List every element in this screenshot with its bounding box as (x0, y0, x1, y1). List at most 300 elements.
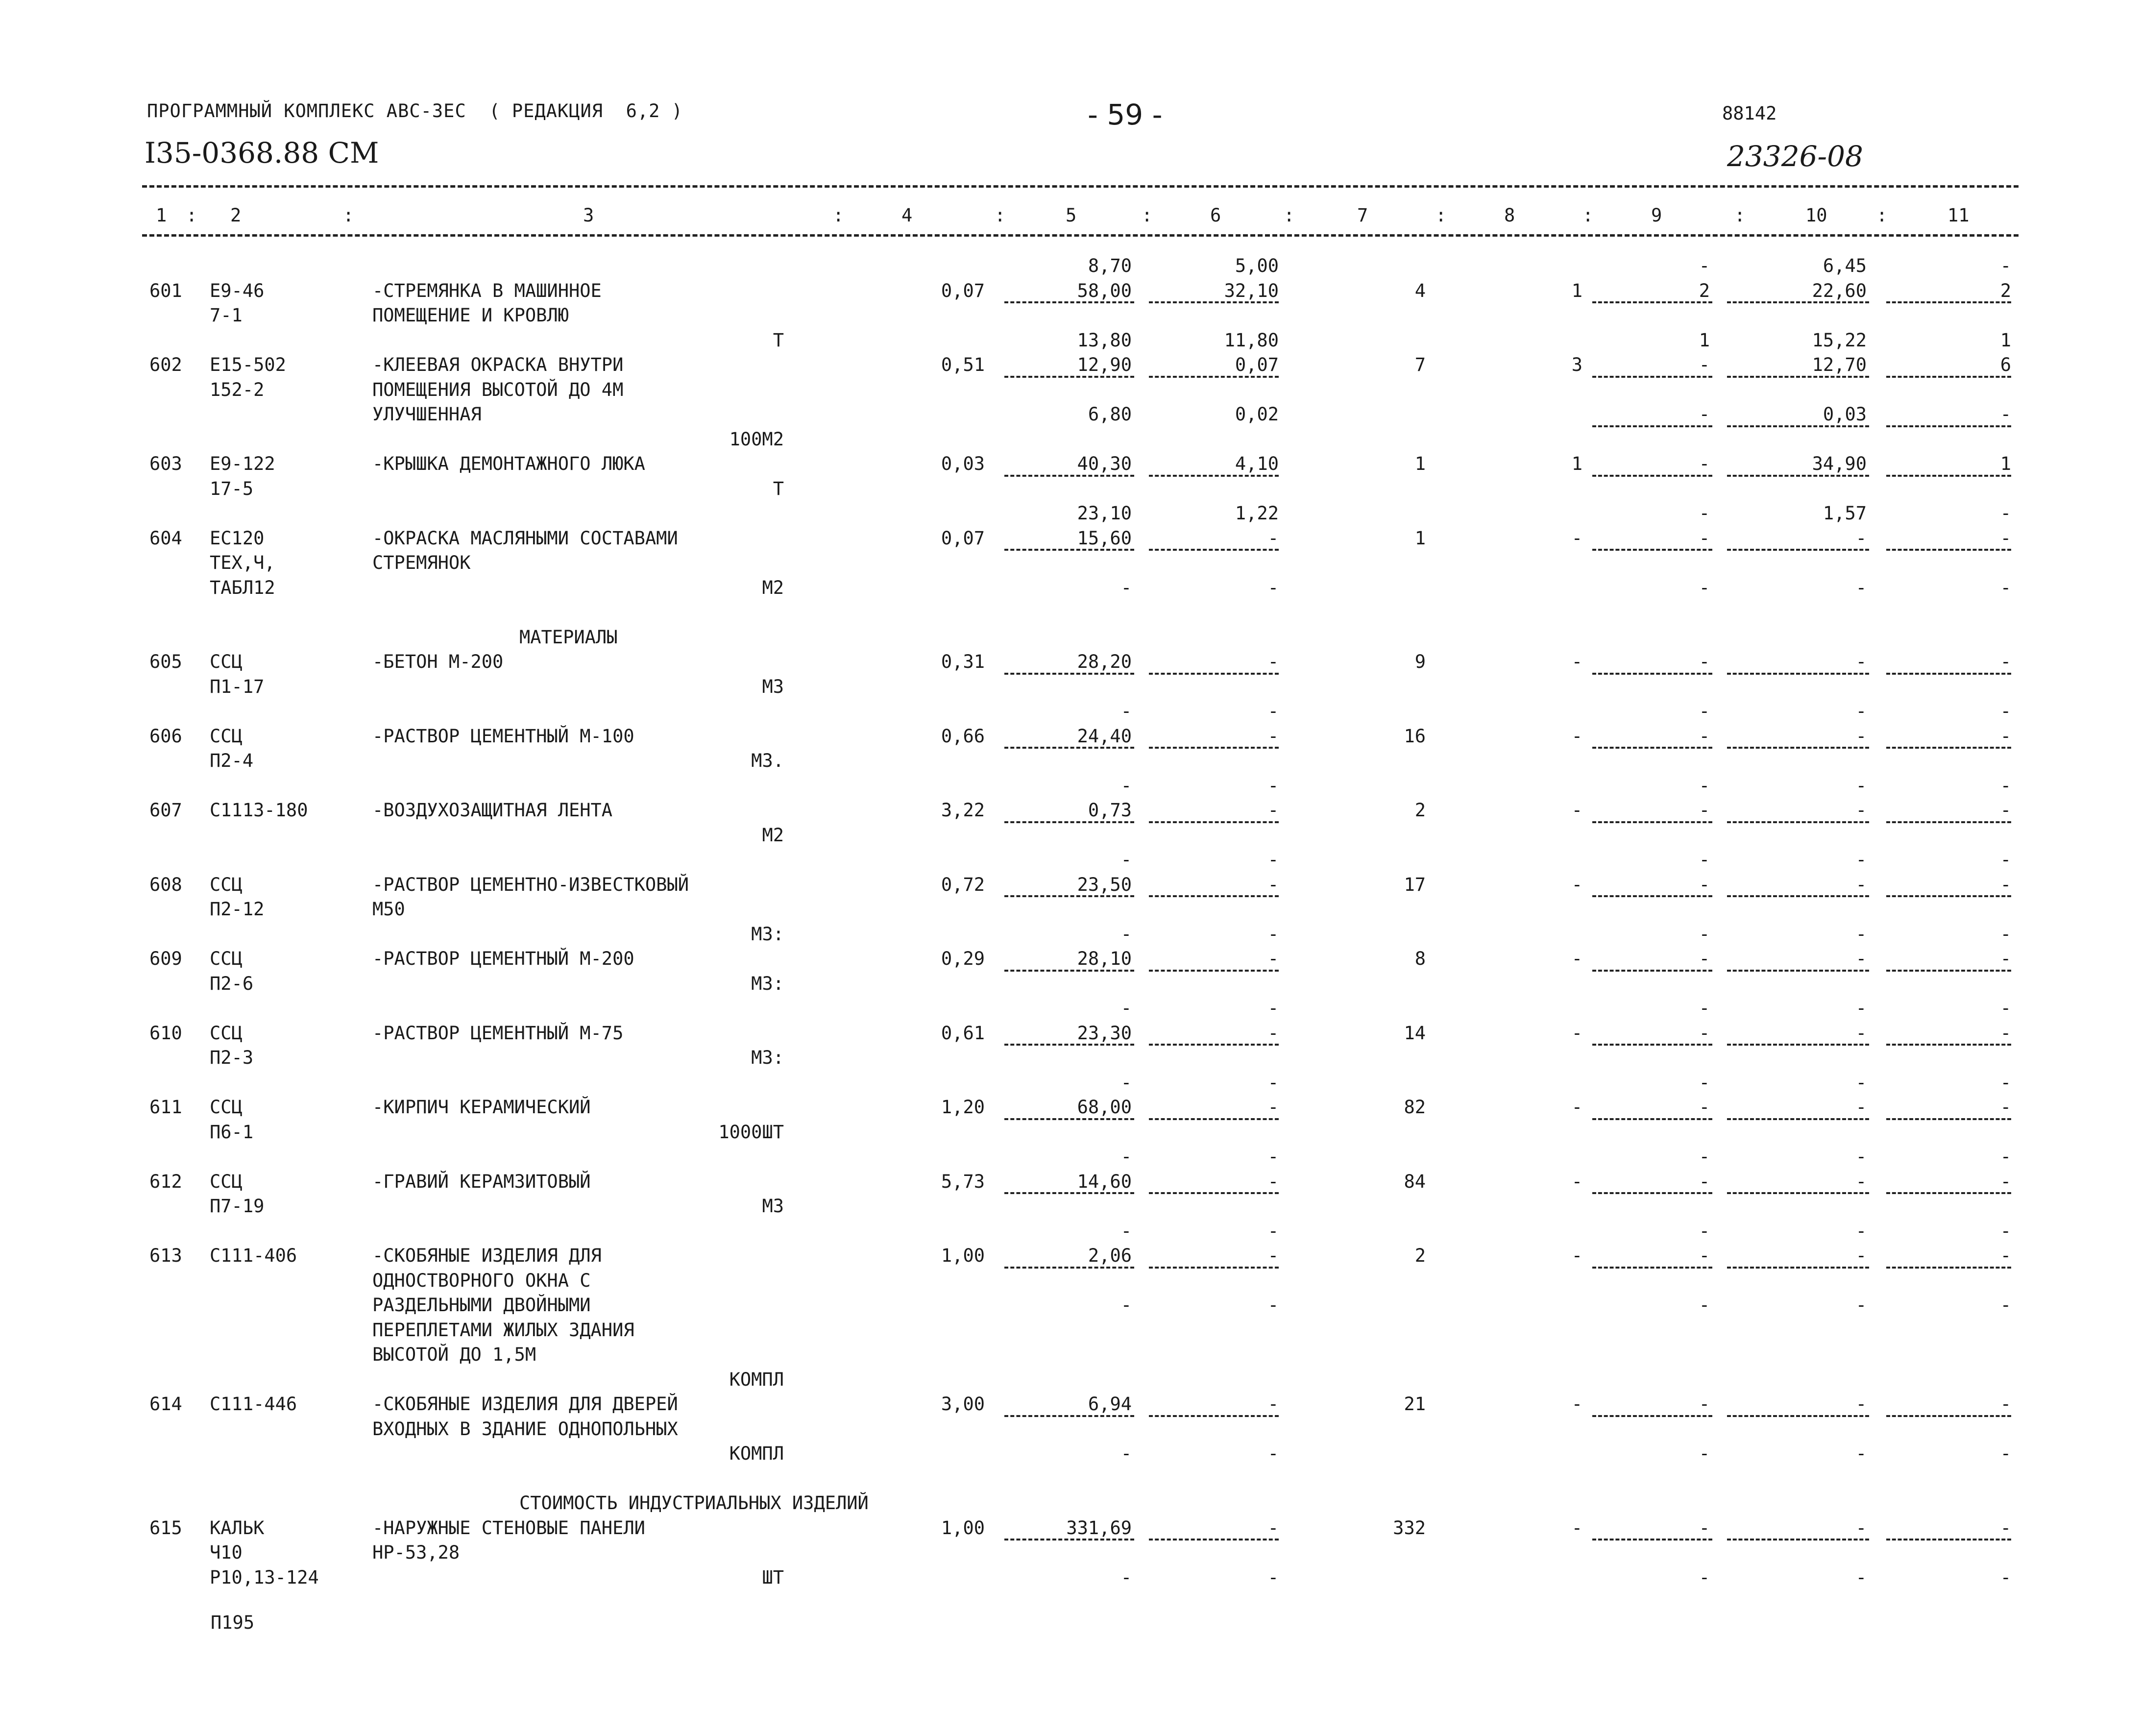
cell-col-1: 606 (149, 725, 182, 747)
cell-col-6: - (1267, 1171, 1279, 1192)
cell-col-4: 0,07 (941, 280, 985, 301)
cell-col-10: 0,03 (1823, 404, 1867, 425)
column-header-6: 6 (1210, 205, 1221, 226)
cell-col-3: -БЕТОН М-200 (372, 651, 504, 672)
cell-col-5: 13,80 (1077, 329, 1132, 351)
subtotal-rule (1149, 895, 1279, 897)
cell-col-5: 15,60 (1077, 527, 1132, 549)
cell-col-11: 1 (2000, 453, 2011, 474)
cell-col-1: 610 (149, 1022, 182, 1044)
cell-col-3: -СТРЕМЯНКА В МАШИННОЕ (372, 280, 602, 301)
subtotal-rule (1592, 475, 1712, 477)
cell-col-9: - (1699, 1097, 1710, 1118)
cell-col-9: - (1699, 874, 1710, 895)
cell-col-6: - (1267, 1566, 1279, 1588)
cell-col-3: ВЫСОТОЙ ДО 1,5М (372, 1344, 536, 1365)
unit-label: 100М2 (729, 428, 784, 450)
top-rule (142, 185, 2019, 188)
cell-col-6: 5,00 (1235, 255, 1279, 276)
unit-label: 1000ШТ (718, 1121, 784, 1143)
cell-col-6: - (1267, 775, 1279, 796)
cell-col-9: - (1699, 527, 1710, 549)
cell-col-11: - (2000, 923, 2011, 945)
column-separator: : (1435, 205, 1447, 226)
cell-col-3: ПОМЕЩЕНИЯ ВЫСОТОЙ ДО 4М (372, 379, 624, 400)
subtotal-rule (1149, 301, 1279, 303)
cell-col-11: - (2000, 1394, 2011, 1415)
subtotal-rule (1727, 1267, 1869, 1269)
subtotal-rule (1727, 475, 1869, 477)
cell-col-9: - (1699, 1220, 1710, 1242)
cell-col-6: - (1267, 1146, 1279, 1167)
column-header-5: 5 (1066, 205, 1077, 226)
cell-col-1: 613 (149, 1245, 182, 1266)
cell-col-11: - (2000, 1566, 2011, 1588)
cell-col-1: 609 (149, 948, 182, 969)
cell-col-2: Е9-46 (210, 280, 265, 301)
subtotal-rule (1149, 970, 1279, 972)
cell-col-6: 11,80 (1224, 329, 1279, 351)
cell-col-7: 16 (1404, 725, 1426, 747)
subtotal-rule (1004, 1192, 1134, 1194)
cell-col-3: РАЗДЕЛЬНЫМИ ДВОЙНЫМИ (372, 1295, 591, 1316)
unit-label: М3. (751, 750, 784, 771)
cell-col-10: 15,22 (1812, 329, 1867, 351)
cell-col-9: - (1699, 701, 1710, 722)
cell-col-2: ССЦ (210, 1097, 243, 1118)
column-header-4: 4 (901, 205, 913, 226)
subtotal-rule (1727, 549, 1869, 551)
cell-col-9: - (1699, 354, 1710, 375)
subtotal-rule (1592, 1267, 1712, 1269)
cell-col-9: - (1699, 404, 1710, 425)
cell-col-5: - (1120, 577, 1132, 598)
column-header-rule (142, 234, 2019, 237)
unit-label: Т (773, 329, 784, 351)
subtotal-rule (1727, 376, 1869, 378)
header-doc-code: I35-0368.88 СМ (145, 136, 379, 170)
cell-col-2: 7-1 (210, 305, 243, 326)
cell-col-6: - (1267, 527, 1279, 549)
cell-col-10: - (1855, 1443, 1867, 1464)
subtotal-rule (1886, 1267, 2011, 1269)
cell-col-11: - (2000, 948, 2011, 969)
cell-col-5: - (1120, 701, 1132, 722)
cell-col-9: - (1699, 1171, 1710, 1192)
cell-col-1: 601 (149, 280, 182, 301)
cell-col-11: - (2000, 577, 2011, 598)
cell-col-2: Е15-502 (210, 354, 286, 375)
cell-col-9: - (1699, 923, 1710, 945)
cell-col-9: - (1699, 1022, 1710, 1044)
cell-col-7: 17 (1404, 874, 1426, 895)
cell-col-10: - (1855, 527, 1867, 549)
cell-col-11: - (2000, 527, 2011, 549)
cell-col-6: - (1267, 874, 1279, 895)
subtotal-rule (1592, 895, 1712, 897)
cell-col-5: 14,60 (1077, 1171, 1132, 1192)
cell-col-11: - (2000, 1146, 2011, 1167)
cell-col-5: 24,40 (1077, 725, 1132, 747)
cell-col-1: 605 (149, 651, 182, 672)
column-separator: : (1142, 205, 1153, 226)
subtotal-rule (1149, 1267, 1279, 1269)
cell-col-9: - (1699, 1146, 1710, 1167)
subtotal-rule (1592, 1415, 1712, 1417)
subtotal-rule (1727, 425, 1869, 427)
subtotal-rule (1004, 1267, 1134, 1269)
cell-col-2: П2-3 (210, 1047, 254, 1068)
subtotal-rule (1592, 376, 1712, 378)
cell-col-3: ПЕРЕПЛЕТАМИ ЖИЛЫХ ЗДАНИЯ (372, 1319, 634, 1341)
cell-col-6: - (1267, 1517, 1279, 1539)
column-separator: : (1582, 205, 1594, 226)
subtotal-rule (1886, 376, 2011, 378)
subtotal-rule (1727, 1118, 1869, 1120)
unit-label: М3 (762, 676, 784, 697)
unit-label: М3 (762, 1196, 784, 1217)
cell-col-11: - (2000, 1245, 2011, 1266)
cell-col-8: 1 (1571, 453, 1582, 474)
cell-col-7: 82 (1404, 1097, 1426, 1118)
cell-col-3: -РАСТВОР ЦЕМЕНТНЫЙ М-75 (372, 1022, 624, 1044)
cell-col-6: 1,22 (1235, 503, 1279, 524)
cell-col-8: - (1571, 1022, 1582, 1044)
cell-col-8: - (1571, 527, 1582, 549)
subtotal-rule (1727, 747, 1869, 749)
cell-col-4: 5,73 (941, 1171, 985, 1192)
cell-col-10: - (1855, 1295, 1867, 1316)
column-header-2: 2 (230, 205, 242, 226)
cell-col-2: ЕС120 (210, 527, 265, 549)
cell-col-9: - (1699, 775, 1710, 796)
cell-col-3: -СКОБЯНЫЕ ИЗДЕЛИЯ ДЛЯ ДВЕРЕЙ (372, 1394, 678, 1415)
cell-col-7: 2 (1414, 1245, 1426, 1266)
cell-col-6: - (1267, 849, 1279, 870)
cell-col-9: - (1699, 1566, 1710, 1588)
cell-col-2: П6-1 (210, 1121, 254, 1143)
cell-col-8: - (1571, 800, 1582, 821)
subtotal-rule (1004, 1415, 1134, 1417)
subtotal-rule (1592, 1044, 1712, 1046)
column-header-9: 9 (1651, 205, 1662, 226)
subtotal-rule (1149, 1192, 1279, 1194)
subtotal-rule (1592, 1118, 1712, 1120)
subtotal-rule (1149, 376, 1279, 378)
cell-col-3: -ОКРАСКА МАСЛЯНЫМИ СОСТАВАМИ (372, 527, 678, 549)
subtotal-rule (1149, 673, 1279, 675)
subtotal-rule (1592, 301, 1712, 303)
cell-col-2: С111-446 (210, 1394, 297, 1415)
cell-col-2: П2-12 (210, 899, 265, 920)
cell-col-10: - (1855, 1394, 1867, 1415)
cell-col-2: ТАБЛ12 (210, 577, 275, 598)
section-heading: МАТЕРИАЛЫ (519, 626, 618, 648)
cell-col-5: 68,00 (1077, 1097, 1132, 1118)
cell-col-10: - (1855, 998, 1867, 1019)
cell-col-10: - (1855, 1566, 1867, 1588)
cell-col-5: - (1120, 1566, 1132, 1588)
subtotal-rule (1592, 747, 1712, 749)
subtotal-rule (1727, 1539, 1869, 1540)
cell-col-9: - (1699, 651, 1710, 672)
cell-col-7: 14 (1404, 1022, 1426, 1044)
subtotal-rule (1592, 1192, 1712, 1194)
cell-col-9: 1 (1699, 329, 1710, 351)
cell-col-6: - (1267, 948, 1279, 969)
subtotal-rule (1149, 747, 1279, 749)
cell-col-9: - (1699, 1072, 1710, 1093)
column-separator: : (1734, 205, 1746, 226)
subtotal-rule (1886, 1415, 2011, 1417)
cell-col-3: ПОМЕЩЕНИЕ И КРОВЛЮ (372, 305, 569, 326)
cell-col-1: 607 (149, 800, 182, 821)
cell-col-5: - (1120, 1295, 1132, 1316)
cell-col-10: - (1855, 1072, 1867, 1093)
cell-col-8: - (1571, 1245, 1582, 1266)
subtotal-rule (1886, 549, 2011, 551)
subtotal-rule (1149, 1044, 1279, 1046)
cell-col-8: - (1571, 948, 1582, 969)
cell-col-11: - (2000, 1171, 2011, 1192)
cell-col-11: 1 (2000, 329, 2011, 351)
subtotal-rule (1886, 425, 2011, 427)
cell-col-2: П2-6 (210, 973, 254, 994)
column-header-10: 10 (1805, 205, 1827, 226)
cell-col-9: - (1699, 503, 1710, 524)
footer-code: П195 (211, 1612, 255, 1633)
subtotal-rule (1004, 376, 1134, 378)
subtotal-rule (1727, 821, 1869, 823)
header-page-number: - 59 - (1088, 98, 1163, 131)
cell-col-10: 12,70 (1812, 354, 1867, 375)
cell-col-3: -РАСТВОР ЦЕМЕНТНО-ИЗВЕСТКОВЫЙ (372, 874, 689, 895)
subtotal-rule (1592, 425, 1712, 427)
cell-col-11: - (2000, 1097, 2011, 1118)
cell-col-3: ВХОДНЫХ В ЗДАНИЕ ОДНОПОЛЬНЫХ (372, 1418, 678, 1440)
cell-col-9: - (1699, 1443, 1710, 1464)
cell-col-11: - (2000, 1517, 2011, 1539)
cell-col-4: 0,31 (941, 651, 985, 672)
subtotal-rule (1149, 1415, 1279, 1417)
cell-col-5: - (1120, 923, 1132, 945)
cell-col-7: 2 (1414, 800, 1426, 821)
cell-col-3: НР-53,28 (372, 1542, 460, 1563)
section-heading: СТОИМОСТЬ ИНДУСТРИАЛЬНЫХ ИЗДЕЛИЙ (519, 1492, 869, 1514)
cell-col-6: - (1267, 651, 1279, 672)
cell-col-5: - (1120, 1146, 1132, 1167)
subtotal-rule (1727, 673, 1869, 675)
cell-col-2: С1113-180 (210, 800, 308, 821)
cell-col-8: - (1571, 1517, 1582, 1539)
cell-col-5: 0,73 (1088, 800, 1132, 821)
cell-col-4: 1,00 (941, 1517, 985, 1539)
subtotal-rule (1592, 821, 1712, 823)
cell-col-4: 0,72 (941, 874, 985, 895)
cell-col-8: - (1571, 725, 1582, 747)
cell-col-11: - (2000, 651, 2011, 672)
subtotal-rule (1886, 301, 2011, 303)
cell-col-8: - (1571, 1171, 1582, 1192)
cell-col-6: - (1267, 725, 1279, 747)
cell-col-9: - (1699, 1517, 1710, 1539)
cell-col-9: - (1699, 725, 1710, 747)
cell-col-2: КАЛЬК (210, 1517, 265, 1539)
cell-col-10: - (1855, 1146, 1867, 1167)
subtotal-rule (1727, 895, 1869, 897)
cell-col-2: ССЦ (210, 1022, 243, 1044)
cell-col-9: - (1699, 577, 1710, 598)
cell-col-11: - (2000, 1295, 2011, 1316)
cell-col-10: - (1855, 948, 1867, 969)
column-separator: : (833, 205, 844, 226)
cell-col-2: ССЦ (210, 651, 243, 672)
cell-col-9: - (1699, 1295, 1710, 1316)
cell-col-5: 23,30 (1077, 1022, 1132, 1044)
subtotal-rule (1886, 747, 2011, 749)
subtotal-rule (1004, 673, 1134, 675)
cell-col-5: 58,00 (1077, 280, 1132, 301)
subtotal-rule (1727, 1415, 1869, 1417)
cell-col-2: ССЦ (210, 725, 243, 747)
cell-col-11: - (2000, 1220, 2011, 1242)
cell-col-3: ОДНОСТВОРНОГО ОКНА С (372, 1270, 591, 1291)
cell-col-7: 7 (1414, 354, 1426, 375)
cell-col-5: - (1120, 1220, 1132, 1242)
cell-col-10: - (1855, 800, 1867, 821)
cell-col-6: - (1267, 1097, 1279, 1118)
cell-col-3: -КИРПИЧ КЕРАМИЧЕСКИЙ (372, 1097, 591, 1118)
cell-col-11: - (2000, 255, 2011, 276)
cell-col-10: 22,60 (1812, 280, 1867, 301)
subtotal-rule (1149, 549, 1279, 551)
cell-col-6: - (1267, 1220, 1279, 1242)
cell-col-11: - (2000, 998, 2011, 1019)
cell-col-6: - (1267, 998, 1279, 1019)
cell-col-3: СТРЕМЯНОК (372, 552, 471, 573)
cell-col-10: - (1855, 874, 1867, 895)
subtotal-rule (1886, 1539, 2011, 1540)
cell-col-6: - (1267, 1443, 1279, 1464)
cell-col-11: - (2000, 1072, 2011, 1093)
cell-col-2: П7-19 (210, 1196, 265, 1217)
cell-col-5: - (1120, 1072, 1132, 1093)
cell-col-11: - (2000, 800, 2011, 821)
subtotal-rule (1004, 1118, 1134, 1120)
subtotal-rule (1004, 1539, 1134, 1540)
cell-col-9: - (1699, 849, 1710, 870)
cell-col-3: -КЛЕЕВАЯ ОКРАСКА ВНУТРИ (372, 354, 624, 375)
cell-col-7: 332 (1393, 1517, 1426, 1539)
cell-col-3: -КРЫШКА ДЕМОНТАЖНОГО ЛЮКА (372, 453, 645, 474)
cell-col-2: С111-406 (210, 1245, 297, 1266)
cell-col-10: 34,90 (1812, 453, 1867, 474)
cell-col-11: - (2000, 701, 2011, 722)
cell-col-10: - (1855, 577, 1867, 598)
subtotal-rule (1149, 1118, 1279, 1120)
cell-col-5: - (1120, 849, 1132, 870)
cell-col-8: - (1571, 1097, 1582, 1118)
cell-col-10: - (1855, 725, 1867, 747)
column-header-7: 7 (1357, 205, 1368, 226)
cell-col-7: 84 (1404, 1171, 1426, 1192)
cell-col-9: - (1699, 1394, 1710, 1415)
cell-col-9: - (1699, 1245, 1710, 1266)
cell-col-3: М50 (372, 899, 405, 920)
cell-col-11: - (2000, 874, 2011, 895)
header-doc-number: 88142 (1722, 103, 1777, 124)
column-header-8: 8 (1504, 205, 1515, 226)
subtotal-rule (1004, 970, 1134, 972)
cell-col-4: 0,51 (941, 354, 985, 375)
cell-col-6: 0,02 (1235, 404, 1279, 425)
cell-col-4: 3,00 (941, 1394, 985, 1415)
cell-col-11: - (2000, 1022, 2011, 1044)
cell-col-1: 611 (149, 1097, 182, 1118)
cell-col-2: ТЕХ,Ч, (210, 552, 275, 573)
cell-col-3: -РАСТВОР ЦЕМЕНТНЫЙ М-100 (372, 725, 634, 747)
subtotal-rule (1886, 673, 2011, 675)
cell-col-11: 2 (2000, 280, 2011, 301)
cell-col-11: - (2000, 849, 2011, 870)
cell-col-3: -НАРУЖНЫЕ СТЕНОВЫЕ ПАНЕЛИ (372, 1517, 645, 1539)
cell-col-10: - (1855, 651, 1867, 672)
unit-label: М3: (751, 973, 784, 994)
unit-label: М2 (762, 824, 784, 846)
unit-label: М3: (751, 1047, 784, 1068)
cell-col-10: - (1855, 1517, 1867, 1539)
cell-col-4: 0,66 (941, 725, 985, 747)
cell-col-11: - (2000, 503, 2011, 524)
subtotal-rule (1004, 1044, 1134, 1046)
cell-col-10: - (1855, 1097, 1867, 1118)
cell-col-6: - (1267, 1072, 1279, 1093)
cell-col-5: - (1120, 775, 1132, 796)
cell-col-3: -ВОЗДУХОЗАЩИТНАЯ ЛЕНТА (372, 800, 613, 821)
cell-col-10: - (1855, 849, 1867, 870)
cell-col-4: 0,07 (941, 527, 985, 549)
cell-col-10: - (1855, 923, 1867, 945)
cell-col-3: -РАСТВОР ЦЕМЕНТНЫЙ М-200 (372, 948, 634, 969)
cell-col-2: Ч10 (210, 1542, 243, 1563)
column-separator: : (343, 205, 354, 226)
cell-col-6: 32,10 (1224, 280, 1279, 301)
cell-col-4: 1,00 (941, 1245, 985, 1266)
subtotal-rule (1727, 970, 1869, 972)
cell-col-5: 2,06 (1088, 1245, 1132, 1266)
cell-col-4: 3,22 (941, 800, 985, 821)
subtotal-rule (1592, 970, 1712, 972)
cell-col-1: 615 (149, 1517, 182, 1539)
subtotal-rule (1886, 821, 2011, 823)
cell-col-11: 6 (2000, 354, 2011, 375)
subtotal-rule (1727, 301, 1869, 303)
cell-col-6: - (1267, 1295, 1279, 1316)
subtotal-rule (1886, 970, 2011, 972)
cell-col-4: 0,29 (941, 948, 985, 969)
subtotal-rule (1886, 1192, 2011, 1194)
unit-label: КОМПЛ (729, 1443, 784, 1464)
cell-col-5: 28,10 (1077, 948, 1132, 969)
cell-col-5: 23,10 (1077, 503, 1132, 524)
subtotal-rule (1004, 475, 1134, 477)
subtotal-rule (1004, 301, 1134, 303)
cell-col-7: 1 (1414, 527, 1426, 549)
cell-col-1: 604 (149, 527, 182, 549)
cell-col-2: 17-5 (210, 478, 254, 499)
cell-col-1: 614 (149, 1394, 182, 1415)
cell-col-10: - (1855, 1245, 1867, 1266)
